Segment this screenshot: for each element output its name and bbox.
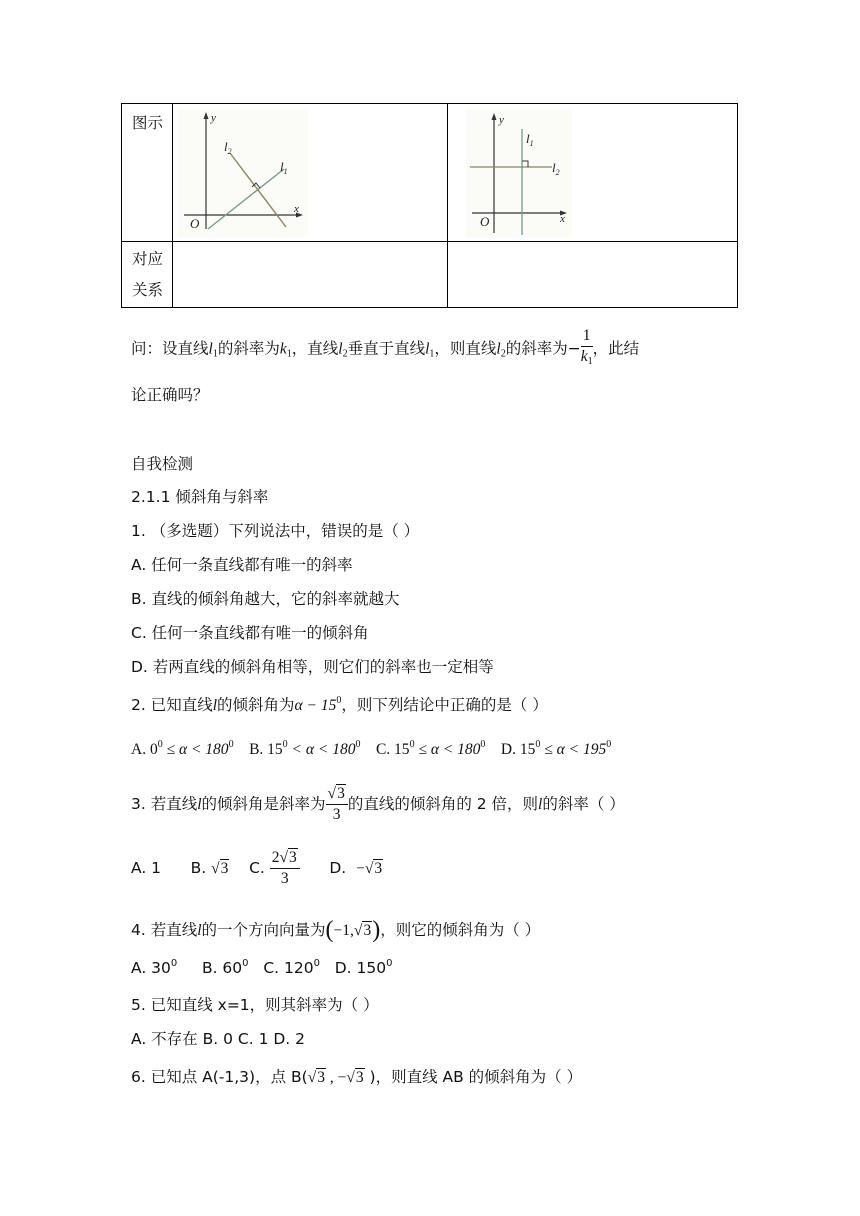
fig1-x-label: x bbox=[294, 203, 299, 215]
question-line2: 论正确吗？ bbox=[131, 386, 209, 404]
figure-perpendicular-axis-aligned bbox=[466, 109, 572, 237]
fig2-y-label: y bbox=[499, 114, 504, 126]
q3-option-a: A. 1 bbox=[131, 859, 162, 877]
q4-option-a: A. $30^0$ bbox=[131, 958, 178, 977]
q1-stem: 1. （多选题）下列说法中，错误的是（ ） bbox=[131, 522, 420, 540]
table-col-divider-1 bbox=[172, 104, 173, 307]
q3-options bbox=[131, 848, 383, 889]
q3-option-c: C. $\frac{2√3}{3}$ bbox=[249, 859, 300, 877]
fig2-origin-label: O bbox=[480, 214, 490, 229]
figure-perpendicular-oblique bbox=[178, 109, 308, 237]
q2-option-c: C. $15^0 \le \alpha < 180^0$ bbox=[375, 739, 486, 758]
q4-option-b: B. $60^0$ bbox=[201, 958, 249, 977]
q5-stem: 5. 已知直线 x=1，则其斜率为（ ） bbox=[131, 996, 379, 1014]
relation-table bbox=[121, 103, 738, 308]
q4-options bbox=[131, 958, 392, 977]
table-col-divider-2 bbox=[447, 104, 448, 307]
q3-stem: 3. 若直线l的倾斜角是斜率为 $\frac{√3}{3}$ 的直线的倾斜角的 2 倍，则l的斜率（ ） bbox=[131, 785, 625, 823]
slope-fraction: $\frac{1}{k_1}$ bbox=[580, 327, 593, 367]
table-row-divider bbox=[122, 241, 737, 242]
q4-stem: 4. 若直线l的一个方向向量为(−1,√3)，则它的倾斜角为（ ） bbox=[131, 917, 541, 943]
fig1-y-label: y bbox=[211, 112, 216, 124]
q1-option-c: C. 任何一条直线都有唯一的倾斜角 bbox=[131, 624, 369, 642]
q4-option-c: C. $120^0$ bbox=[263, 958, 320, 977]
q2-options bbox=[131, 739, 611, 759]
fig2-l2-label: $l_2$ bbox=[552, 160, 560, 177]
self-check-heading: 自我检测 bbox=[131, 455, 194, 473]
q4-option-d: D. $150^0$ bbox=[334, 958, 393, 977]
row2-label-line2: 关系 bbox=[132, 281, 164, 299]
q1-option-b: B. 直线的倾斜角越大，它的斜率就越大 bbox=[131, 590, 400, 608]
fig1-l1-label: $l_1$ bbox=[280, 159, 288, 176]
q2-option-a: A. $0^0 \le \alpha < 180^0$ bbox=[131, 739, 234, 758]
q5-options: A. 不存在 B. 0 C. 1 D. 2 bbox=[131, 1030, 306, 1048]
q2-option-d: D. $15^0 \le \alpha < 195^0$ bbox=[500, 739, 612, 758]
fig1-l2-label: $l_2$ bbox=[224, 139, 232, 156]
fig1-origin-label: O bbox=[190, 216, 200, 231]
q1-option-a: A. 任何一条直线都有唯一的斜率 bbox=[131, 556, 353, 574]
q3-option-d: D. −√3 bbox=[329, 859, 383, 877]
fig2-l1-label: $l_1$ bbox=[526, 131, 534, 148]
q2-option-b: B. $15^0 < \alpha < 180^0$ bbox=[249, 739, 361, 758]
fig2-x-label: x bbox=[560, 213, 565, 225]
q3-option-b: B. √3 bbox=[190, 859, 229, 877]
q2-stem: 2. 已知直线l的倾斜角为$\alpha - 15^0$，则下列结论中正确的是（ ） bbox=[131, 695, 548, 714]
q6-stem: 6. 已知点 A(-1,3)，点 B(√3 , −√3 )，则直线 AB 的倾斜角为（ ） bbox=[131, 1068, 583, 1086]
q1-option-d: D. 若两直线的倾斜角相等，则它们的斜率也一定相等 bbox=[131, 658, 494, 676]
row1-label: 图示 bbox=[132, 114, 164, 132]
question-line1: 问：设直线$l_1$的斜率为$k_1$，直线$l_2$垂直于直线$l_1$，则直线$l_2$的斜率为− $\frac{1}{k_1}$ ，此结 bbox=[131, 326, 639, 372]
sqrt3-over-3-fraction: $\frac{√3}{3}$ bbox=[326, 784, 348, 825]
row2-label-line1: 对应 bbox=[132, 250, 164, 268]
section-heading: 2.1.1 倾斜角与斜率 bbox=[131, 488, 269, 506]
